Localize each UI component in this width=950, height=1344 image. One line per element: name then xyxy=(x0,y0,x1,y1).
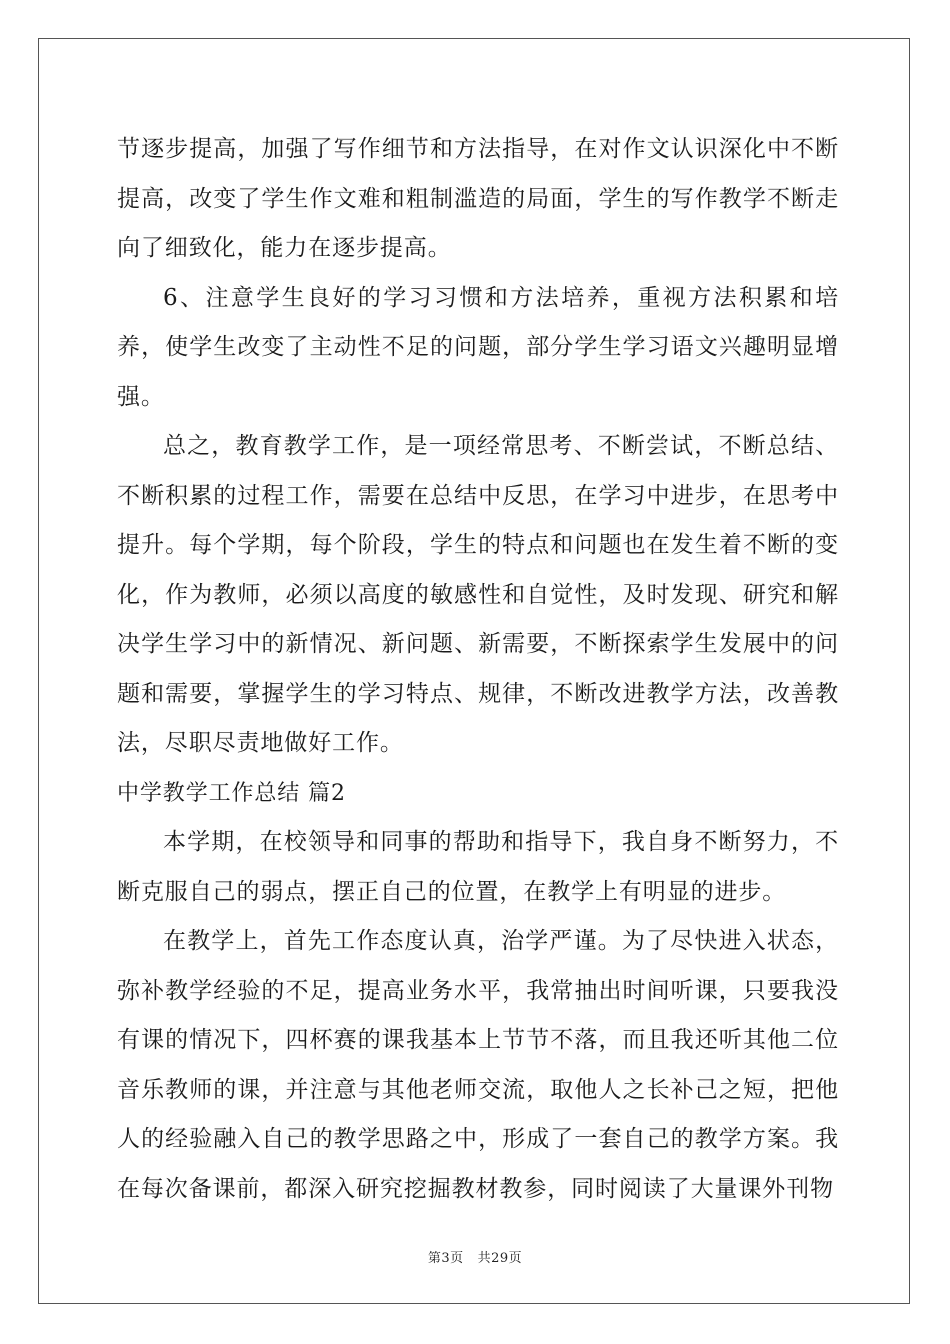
paragraph-teaching: 在教学上，首先工作态度认真，治学严谨。为了尽快进入状态，弥补教学经验的不足，提高业务水平，我常抽出时间听课，只要我没有课的情况下，四杯赛的课我基本上节节不落，而且我还听其他二位音乐教师的课，并注意与其他老师交流，取他人之长补己之短，把他人的经验融入自己的教学思路之中，形成了一套自己的教学方案。我在每次备课前，都深入研究挖掘教材教参，同时阅读了大量课外刊物 xyxy=(117,928,839,1202)
paragraph-continued: 节逐步提高，加强了写作细节和方法指导，在对作文认识深化中不断提高，改变了学生作文难和粗制滥造的局面，学生的写作教学不断走向了细致化，能力在逐步提高。 xyxy=(117,136,839,261)
document-body xyxy=(117,125,839,1214)
page-footer xyxy=(0,1247,950,1266)
paragraph-intro: 本学期，在校领导和同事的帮助和指导下，我自身不断努力，不断克服自己的弱点，摆正自己的位置，在教学上有明显的进步。 xyxy=(117,829,839,905)
paragraph-item-6: 6、注意学生良好的学习习惯和方法培养，重视方法积累和培养，使学生改变了主动性不足的问题，部分学生学习语文兴趣明显增强。 xyxy=(117,284,839,410)
paragraph-conclusion: 总之，教育教学工作，是一项经常思考、不断尝试，不断总结、不断积累的过程工作，需要在总结中反思，在学习中进步，在思考中提升。每个学期，每个阶段，学生的特点和问题也在发生着不断的变化，作为教师，必须以高度的敏感性和自觉性，及时发现、研究和解决学生学习中的新情况、新问题、新需要，不断探索学生发展中的问题和需要，掌握学生的学习特点、规律，不断改进教学方法，改善教法，尽职尽责地做好工作。 xyxy=(117,433,839,756)
page-number: 第3页 xyxy=(427,1251,464,1266)
section-heading: 中学教学工作总结 篇2 xyxy=(117,780,346,806)
page-total: 共29页 xyxy=(477,1251,523,1266)
